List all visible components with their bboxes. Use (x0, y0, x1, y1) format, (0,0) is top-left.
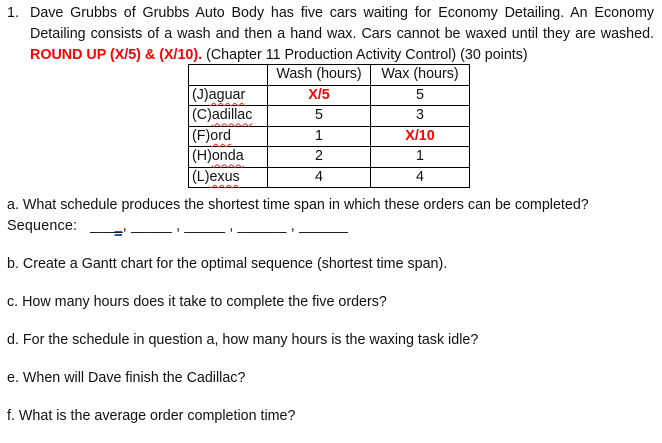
sequence-label: Sequence: (7, 218, 78, 234)
sequence-line (7, 216, 654, 237)
problem-number: 1. (7, 5, 19, 21)
car-name-cell (189, 85, 268, 106)
wash-column-header: Wash (hours) (268, 65, 371, 86)
grammar-check-mark: _, (114, 218, 127, 234)
statement-text: Dave Grubbs of Grubbs Auto Body has five cars waiting for Economy Detailing. An Economy Detailing consists of a wash and then a hand wax. Cars cannot be waxed until they are washed. (30, 5, 654, 42)
car-name-head: (J) (192, 86, 209, 103)
table-row-cadillac (189, 106, 470, 127)
sequence-blank-1: ___ (90, 218, 115, 234)
detailing-hours-table (188, 64, 470, 188)
car-name-tail-spellcheck: exus (209, 168, 240, 185)
car-name-head: (C) (192, 107, 212, 124)
wax-hours-cell: 1 (371, 147, 470, 168)
round-up-highlight: ROUND UP (X/5) & (X/10). (30, 47, 203, 63)
wax-hours-cell: X/10 (371, 126, 470, 147)
question-d: d. For the schedule in question a, how many hours is the waxing task idle? (7, 332, 479, 348)
car-name-cell (189, 147, 268, 168)
car-name-tail-spellcheck: aguar (208, 86, 246, 103)
wash-hours-cell: 4 (268, 167, 371, 188)
question-a: a. What schedule produces the shortest time span in which these orders can be completed? (7, 197, 589, 213)
wash-hours-cell: 2 (268, 147, 371, 168)
car-name-head: (F) (192, 127, 211, 144)
wash-hours-cell: X/5 (268, 85, 371, 106)
car-name-head: (L) (192, 168, 210, 185)
car-name-tail-spellcheck: onda (211, 148, 244, 165)
wash-hours-cell: 1 (268, 126, 371, 147)
wax-hours-cell: 4 (371, 167, 470, 188)
car-name-head: (H) (192, 148, 212, 165)
car-name-cell (189, 167, 268, 188)
question-b: b. Create a Gantt chart for the optimal sequence (shortest time span). (7, 256, 448, 272)
question-c: c. How many hours does it take to complete the five orders? (7, 294, 387, 310)
car-name-tail-spellcheck: ord (210, 127, 231, 144)
wax-column-header: Wax (hours) (371, 65, 470, 86)
table-row-lexus (189, 167, 470, 188)
table-row-honda (189, 147, 470, 168)
problem-statement (30, 3, 654, 66)
sequence-blanks (90, 218, 348, 234)
table-row-ford (189, 126, 470, 147)
wax-hours-cell: 3 (371, 106, 470, 127)
wax-hours-cell: 5 (371, 85, 470, 106)
car-name-cell (189, 106, 268, 127)
car-name-cell (189, 126, 268, 147)
problem-1 (7, 3, 654, 66)
wash-hours-cell: 5 (268, 106, 371, 127)
table-row-jaguar (189, 85, 470, 106)
statement-suffix: (Chapter 11 Production Activity Control) (30 points) (202, 47, 528, 63)
car-column-header (189, 65, 268, 86)
table-header-row (189, 65, 470, 86)
car-name-tail-spellcheck: adillac (211, 107, 253, 124)
question-e: e. When will Dave finish the Cadillac? (7, 370, 246, 386)
question-f: f. What is the average order completion time? (7, 408, 296, 424)
sequence-blanks-rest: _____ , _____ , ______ , ______ (126, 218, 349, 234)
